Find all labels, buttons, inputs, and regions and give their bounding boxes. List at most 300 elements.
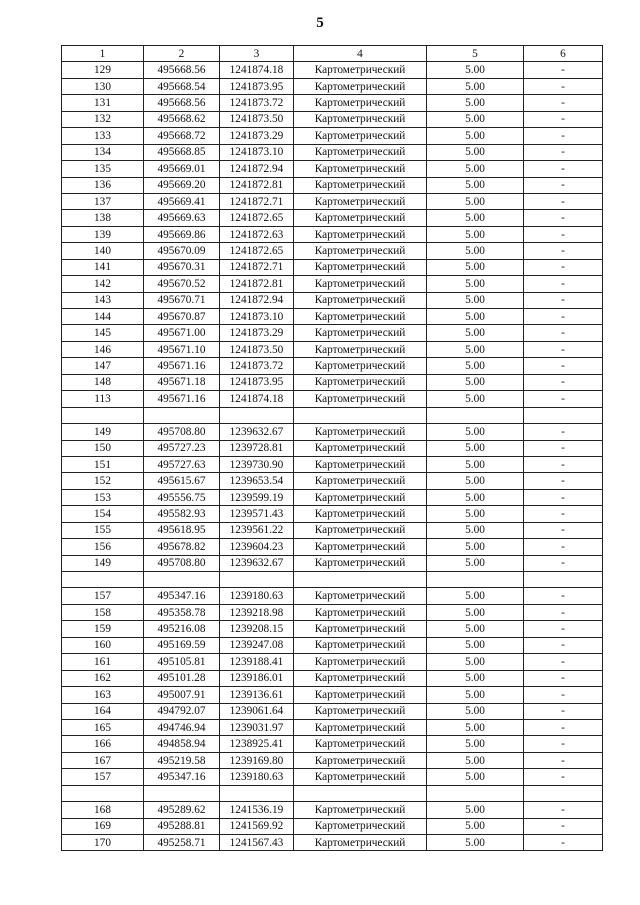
header-cell-5: 5 [427, 46, 524, 62]
point-number-cell: 144 [62, 309, 144, 325]
header-row [62, 46, 603, 62]
table-row [62, 489, 603, 505]
x-coordinate-cell: 495668.62 [144, 111, 220, 127]
note-cell: - [524, 309, 603, 325]
point-number-cell: 145 [62, 325, 144, 341]
accuracy-cell: 5.00 [427, 670, 524, 686]
method-cell: Картометрический [294, 835, 427, 851]
table-row [62, 456, 603, 472]
table-row [62, 604, 603, 620]
table-row [62, 736, 603, 752]
point-number-cell: 130 [62, 78, 144, 94]
method-cell: Картометрический [294, 391, 427, 407]
method-cell: Картометрический [294, 506, 427, 522]
table-row [62, 210, 603, 226]
table-row [62, 687, 603, 703]
note-cell: - [524, 555, 603, 571]
accuracy-cell: 5.00 [427, 440, 524, 456]
table-row [62, 440, 603, 456]
x-coordinate-cell: 495105.81 [144, 654, 220, 670]
method-cell: Картометрический [294, 95, 427, 111]
point-number-cell: 151 [62, 456, 144, 472]
accuracy-cell: 5.00 [427, 374, 524, 390]
point-number-cell: 168 [62, 802, 144, 818]
x-coordinate-cell [144, 785, 220, 801]
y-coordinate-cell: 1239061.64 [220, 703, 294, 719]
x-coordinate-cell: 495258.71 [144, 835, 220, 851]
accuracy-cell: 5.00 [427, 276, 524, 292]
accuracy-cell: 5.00 [427, 292, 524, 308]
method-cell: Картометрический [294, 456, 427, 472]
point-number-cell: 152 [62, 473, 144, 489]
method-cell: Картометрический [294, 193, 427, 209]
y-coordinate-cell: 1241872.94 [220, 292, 294, 308]
table-row [62, 177, 603, 193]
point-number-cell: 133 [62, 128, 144, 144]
table-row [62, 292, 603, 308]
accuracy-cell: 5.00 [427, 226, 524, 242]
x-coordinate-cell: 495169.59 [144, 637, 220, 653]
note-cell: - [524, 604, 603, 620]
note-cell: - [524, 161, 603, 177]
accuracy-cell: 5.00 [427, 506, 524, 522]
accuracy-cell: 5.00 [427, 341, 524, 357]
header-cell-4: 4 [294, 46, 427, 62]
point-number-cell: 148 [62, 374, 144, 390]
accuracy-cell: 5.00 [427, 78, 524, 94]
note-cell: - [524, 719, 603, 735]
y-coordinate-cell: 1241872.94 [220, 161, 294, 177]
note-cell: - [524, 391, 603, 407]
method-cell: Картометрический [294, 752, 427, 768]
header-cell-6: 6 [524, 46, 603, 62]
accuracy-cell: 5.00 [427, 424, 524, 440]
x-coordinate-cell: 495670.87 [144, 309, 220, 325]
method-cell: Картометрический [294, 358, 427, 374]
x-coordinate-cell: 495615.67 [144, 473, 220, 489]
note-cell: - [524, 276, 603, 292]
note-cell: - [524, 522, 603, 538]
table-body [62, 62, 603, 851]
method-cell: Картометрический [294, 736, 427, 752]
accuracy-cell: 5.00 [427, 687, 524, 703]
note-cell: - [524, 752, 603, 768]
accuracy-cell: 5.00 [427, 769, 524, 785]
accuracy-cell: 5.00 [427, 818, 524, 834]
point-number-cell: 136 [62, 177, 144, 193]
note-cell: - [524, 62, 603, 78]
note-cell: - [524, 128, 603, 144]
method-cell: Картометрический [294, 588, 427, 604]
y-coordinate-cell: 1239571.43 [220, 506, 294, 522]
accuracy-cell: 5.00 [427, 621, 524, 637]
y-coordinate-cell: 1239632.67 [220, 555, 294, 571]
method-cell: Картометрический [294, 539, 427, 555]
method-cell: Картометрический [294, 161, 427, 177]
y-coordinate-cell: 1241872.81 [220, 276, 294, 292]
point-number-cell: 164 [62, 703, 144, 719]
y-coordinate-cell: 1241872.71 [220, 259, 294, 275]
method-cell: Картометрический [294, 670, 427, 686]
accuracy-cell: 5.00 [427, 243, 524, 259]
table-row [62, 506, 603, 522]
table-row [62, 226, 603, 242]
accuracy-cell: 5.00 [427, 802, 524, 818]
accuracy-cell [427, 407, 524, 423]
y-coordinate-cell: 1241873.95 [220, 78, 294, 94]
point-number-cell: 170 [62, 835, 144, 851]
note-cell: - [524, 769, 603, 785]
table-row [62, 424, 603, 440]
x-coordinate-cell: 495671.10 [144, 341, 220, 357]
note-cell [524, 407, 603, 423]
accuracy-cell [427, 785, 524, 801]
note-cell: - [524, 325, 603, 341]
note-cell: - [524, 78, 603, 94]
y-coordinate-cell: 1241536.19 [220, 802, 294, 818]
table-row [62, 144, 603, 160]
method-cell: Картометрический [294, 292, 427, 308]
point-number-cell: 134 [62, 144, 144, 160]
method-cell: Картометрический [294, 325, 427, 341]
table-row [62, 95, 603, 111]
point-number-cell [62, 785, 144, 801]
accuracy-cell: 5.00 [427, 128, 524, 144]
y-coordinate-cell: 1241569.92 [220, 818, 294, 834]
x-coordinate-cell: 495618.95 [144, 522, 220, 538]
accuracy-cell [427, 572, 524, 588]
accuracy-cell: 5.00 [427, 489, 524, 505]
x-coordinate-cell: 495668.56 [144, 95, 220, 111]
note-cell: - [524, 292, 603, 308]
accuracy-cell: 5.00 [427, 835, 524, 851]
x-coordinate-cell: 495669.01 [144, 161, 220, 177]
table-row [62, 802, 603, 818]
method-cell: Картометрический [294, 489, 427, 505]
x-coordinate-cell: 494792.07 [144, 703, 220, 719]
point-number-cell: 153 [62, 489, 144, 505]
note-cell: - [524, 670, 603, 686]
method-cell: Картометрический [294, 259, 427, 275]
note-cell: - [524, 802, 603, 818]
y-coordinate-cell: 1241873.72 [220, 95, 294, 111]
table-row [62, 243, 603, 259]
table-row [62, 161, 603, 177]
x-coordinate-cell: 495358.78 [144, 604, 220, 620]
table-row [62, 835, 603, 851]
method-cell: Картометрический [294, 687, 427, 703]
table-row [62, 670, 603, 686]
method-cell: Картометрический [294, 818, 427, 834]
y-coordinate-cell: 1241872.65 [220, 243, 294, 259]
y-coordinate-cell: 1241873.50 [220, 111, 294, 127]
point-number-cell: 139 [62, 226, 144, 242]
table-row [62, 555, 603, 571]
table-row [62, 769, 603, 785]
table-separator-row [62, 407, 603, 423]
x-coordinate-cell: 495668.56 [144, 62, 220, 78]
x-coordinate-cell: 495289.62 [144, 802, 220, 818]
note-cell: - [524, 210, 603, 226]
y-coordinate-cell: 1239186.01 [220, 670, 294, 686]
y-coordinate-cell: 1239604.23 [220, 539, 294, 555]
note-cell [524, 572, 603, 588]
table-row [62, 259, 603, 275]
coordinates-table [61, 45, 603, 851]
y-coordinate-cell: 1239169.80 [220, 752, 294, 768]
method-cell: Картометрический [294, 769, 427, 785]
x-coordinate-cell: 495669.86 [144, 226, 220, 242]
y-coordinate-cell [220, 407, 294, 423]
point-number-cell: 157 [62, 769, 144, 785]
x-coordinate-cell: 495347.16 [144, 769, 220, 785]
point-number-cell: 143 [62, 292, 144, 308]
accuracy-cell: 5.00 [427, 161, 524, 177]
table-row [62, 325, 603, 341]
point-number-cell: 140 [62, 243, 144, 259]
note-cell: - [524, 835, 603, 851]
x-coordinate-cell: 495727.23 [144, 440, 220, 456]
note-cell: - [524, 226, 603, 242]
x-coordinate-cell: 495669.20 [144, 177, 220, 193]
accuracy-cell: 5.00 [427, 193, 524, 209]
note-cell: - [524, 259, 603, 275]
point-number-cell: 149 [62, 555, 144, 571]
method-cell: Картометрический [294, 703, 427, 719]
y-coordinate-cell: 1241873.72 [220, 358, 294, 374]
table-row [62, 62, 603, 78]
table-row [62, 193, 603, 209]
y-coordinate-cell: 1239728.81 [220, 440, 294, 456]
y-coordinate-cell: 1239599.19 [220, 489, 294, 505]
note-cell: - [524, 621, 603, 637]
table-row [62, 719, 603, 735]
x-coordinate-cell: 495347.16 [144, 588, 220, 604]
method-cell: Картометрический [294, 78, 427, 94]
point-number-cell: 129 [62, 62, 144, 78]
table-row [62, 539, 603, 555]
table-row [62, 341, 603, 357]
note-cell: - [524, 243, 603, 259]
y-coordinate-cell: 1239136.61 [220, 687, 294, 703]
method-cell: Картометрический [294, 522, 427, 538]
x-coordinate-cell: 495670.09 [144, 243, 220, 259]
note-cell: - [524, 144, 603, 160]
point-number-cell: 166 [62, 736, 144, 752]
method-cell: Картометрический [294, 473, 427, 489]
method-cell: Картометрический [294, 243, 427, 259]
method-cell: Картометрический [294, 111, 427, 127]
page-number: 5 [316, 15, 324, 31]
accuracy-cell: 5.00 [427, 736, 524, 752]
x-coordinate-cell: 495727.63 [144, 456, 220, 472]
accuracy-cell: 5.00 [427, 703, 524, 719]
note-cell: - [524, 637, 603, 653]
method-cell: Картометрический [294, 226, 427, 242]
table-row [62, 654, 603, 670]
y-coordinate-cell: 1239247.08 [220, 637, 294, 653]
accuracy-cell: 5.00 [427, 654, 524, 670]
table-row [62, 473, 603, 489]
method-cell: Картометрический [294, 210, 427, 226]
accuracy-cell: 5.00 [427, 456, 524, 472]
method-cell: Картометрический [294, 440, 427, 456]
y-coordinate-cell: 1241567.43 [220, 835, 294, 851]
note-cell: - [524, 177, 603, 193]
accuracy-cell: 5.00 [427, 604, 524, 620]
x-coordinate-cell [144, 572, 220, 588]
point-number-cell: 169 [62, 818, 144, 834]
y-coordinate-cell: 1239180.63 [220, 588, 294, 604]
y-coordinate-cell: 1241872.71 [220, 193, 294, 209]
accuracy-cell: 5.00 [427, 309, 524, 325]
accuracy-cell: 5.00 [427, 588, 524, 604]
accuracy-cell: 5.00 [427, 637, 524, 653]
point-number-cell: 167 [62, 752, 144, 768]
accuracy-cell: 5.00 [427, 752, 524, 768]
table-row [62, 588, 603, 604]
x-coordinate-cell: 494746.94 [144, 719, 220, 735]
x-coordinate-cell: 495671.16 [144, 358, 220, 374]
method-cell [294, 785, 427, 801]
table-row [62, 78, 603, 94]
accuracy-cell: 5.00 [427, 259, 524, 275]
point-number-cell [62, 572, 144, 588]
y-coordinate-cell: 1241873.29 [220, 325, 294, 341]
note-cell: - [524, 374, 603, 390]
point-number-cell: 149 [62, 424, 144, 440]
x-coordinate-cell: 495670.52 [144, 276, 220, 292]
note-cell: - [524, 506, 603, 522]
point-number-cell: 147 [62, 358, 144, 374]
point-number-cell: 146 [62, 341, 144, 357]
point-number-cell: 135 [62, 161, 144, 177]
note-cell: - [524, 456, 603, 472]
point-number-cell: 137 [62, 193, 144, 209]
table-separator-row [62, 785, 603, 801]
table-row [62, 391, 603, 407]
note-cell: - [524, 539, 603, 555]
table-row [62, 276, 603, 292]
note-cell: - [524, 95, 603, 111]
y-coordinate-cell: 1241873.50 [220, 341, 294, 357]
x-coordinate-cell: 495669.63 [144, 210, 220, 226]
method-cell: Картометрический [294, 604, 427, 620]
method-cell: Картометрический [294, 62, 427, 78]
x-coordinate-cell: 495671.18 [144, 374, 220, 390]
point-number-cell: 160 [62, 637, 144, 653]
x-coordinate-cell: 495669.41 [144, 193, 220, 209]
method-cell: Картометрический [294, 654, 427, 670]
x-coordinate-cell: 495101.28 [144, 670, 220, 686]
method-cell: Картометрический [294, 128, 427, 144]
method-cell: Картометрический [294, 637, 427, 653]
table-row [62, 637, 603, 653]
y-coordinate-cell: 1241872.65 [220, 210, 294, 226]
point-number-cell: 157 [62, 588, 144, 604]
x-coordinate-cell: 495670.71 [144, 292, 220, 308]
point-number-cell: 162 [62, 670, 144, 686]
y-coordinate-cell: 1239188.41 [220, 654, 294, 670]
accuracy-cell: 5.00 [427, 144, 524, 160]
x-coordinate-cell: 495216.08 [144, 621, 220, 637]
method-cell: Картометрический [294, 719, 427, 735]
header-cell-3: 3 [220, 46, 294, 62]
y-coordinate-cell: 1239730.90 [220, 456, 294, 472]
accuracy-cell: 5.00 [427, 391, 524, 407]
table-row [62, 818, 603, 834]
point-number-cell: 163 [62, 687, 144, 703]
accuracy-cell: 5.00 [427, 522, 524, 538]
y-coordinate-cell: 1241873.29 [220, 128, 294, 144]
x-coordinate-cell [144, 407, 220, 423]
note-cell: - [524, 654, 603, 670]
accuracy-cell: 5.00 [427, 210, 524, 226]
point-number-cell: 142 [62, 276, 144, 292]
y-coordinate-cell [220, 572, 294, 588]
method-cell: Картометрический [294, 309, 427, 325]
table-row [62, 752, 603, 768]
point-number-cell: 155 [62, 522, 144, 538]
method-cell: Картометрический [294, 374, 427, 390]
x-coordinate-cell: 495678.82 [144, 539, 220, 555]
point-number-cell: 131 [62, 95, 144, 111]
note-cell: - [524, 489, 603, 505]
accuracy-cell: 5.00 [427, 62, 524, 78]
note-cell: - [524, 736, 603, 752]
note-cell: - [524, 473, 603, 489]
note-cell: - [524, 193, 603, 209]
point-number-cell: 158 [62, 604, 144, 620]
table-row [62, 374, 603, 390]
accuracy-cell: 5.00 [427, 555, 524, 571]
x-coordinate-cell: 495671.00 [144, 325, 220, 341]
table-row [62, 128, 603, 144]
table-row [62, 621, 603, 637]
note-cell: - [524, 341, 603, 357]
note-cell: - [524, 440, 603, 456]
x-coordinate-cell: 495668.54 [144, 78, 220, 94]
header-cell-1: 1 [62, 46, 144, 62]
x-coordinate-cell: 495671.16 [144, 391, 220, 407]
y-coordinate-cell: 1239031.97 [220, 719, 294, 735]
y-coordinate-cell: 1241874.18 [220, 391, 294, 407]
point-number-cell: 156 [62, 539, 144, 555]
method-cell: Картометрический [294, 144, 427, 160]
method-cell [294, 407, 427, 423]
header-cell-2: 2 [144, 46, 220, 62]
method-cell: Картометрический [294, 424, 427, 440]
method-cell: Картометрический [294, 177, 427, 193]
note-cell: - [524, 358, 603, 374]
point-number-cell: 141 [62, 259, 144, 275]
accuracy-cell: 5.00 [427, 539, 524, 555]
point-number-cell: 154 [62, 506, 144, 522]
y-coordinate-cell: 1241873.10 [220, 309, 294, 325]
y-coordinate-cell: 1241872.81 [220, 177, 294, 193]
table-separator-row [62, 572, 603, 588]
y-coordinate-cell: 1238925.41 [220, 736, 294, 752]
table-row [62, 309, 603, 325]
x-coordinate-cell: 495007.91 [144, 687, 220, 703]
y-coordinate-cell: 1239208.15 [220, 621, 294, 637]
x-coordinate-cell: 495708.80 [144, 424, 220, 440]
method-cell: Картометрический [294, 555, 427, 571]
table-row [62, 358, 603, 374]
x-coordinate-cell: 495668.85 [144, 144, 220, 160]
y-coordinate-cell: 1241872.63 [220, 226, 294, 242]
table-row [62, 111, 603, 127]
